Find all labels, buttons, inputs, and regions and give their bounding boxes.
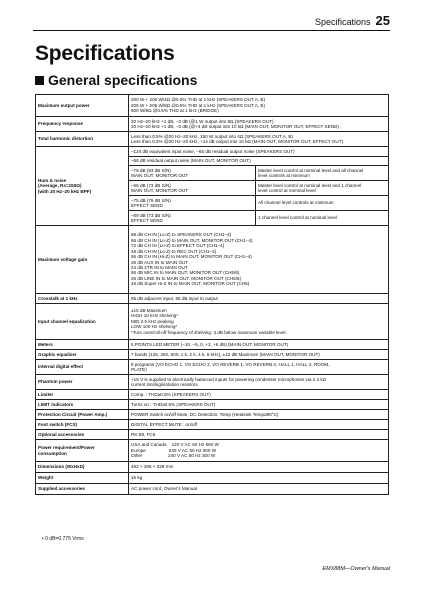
value-line: current limiting/isolation resistors — [131, 382, 198, 387]
row-graphic-eq — [36, 350, 389, 360]
row-label — [36, 147, 129, 226]
row-dimensions — [36, 462, 389, 473]
row-value: 482 × 305 × 328 mm — [129, 462, 389, 473]
value-line: –69 dB (73 dB S/N) — [131, 212, 171, 218]
row-value — [129, 360, 389, 375]
value-line: Other 240 V AC 50 Hz 300 W — [131, 453, 216, 459]
row-value — [129, 226, 389, 294]
row-label: Meters — [36, 340, 129, 350]
value-line: 72 dB CH IN (Lo-Z) to EFFECT OUT (CH1–4) — [131, 243, 225, 249]
hum-right-cell: All channel level controls at minimum — [256, 196, 389, 211]
value-line: LOW 100 Hz shelving* — [131, 324, 178, 330]
value-line: MID 2.5 kHz peaking — [131, 318, 174, 324]
row-label: Maximum output power — [36, 95, 129, 117]
row-power-requirement — [36, 440, 389, 462]
value-line: level controls at minimum — [258, 173, 310, 178]
value-line: level control at nominal level — [258, 188, 316, 193]
row-value: 15 kg — [129, 473, 389, 484]
value-line: 20 Hz–20 kHz +1 dB, –3 dB (@+4 dB output into 10 kΩ (MAIN OUT, MONITOR OUT, EFFECT SEND) — [131, 124, 339, 129]
hum-left-cell — [129, 211, 256, 226]
row-label: Crosstalk at 1 kHz — [36, 294, 129, 304]
row-supplied-accessories — [36, 484, 389, 495]
row-label: Frequency response — [36, 117, 129, 132]
value-line: *Turn over/roll-off frequency of shelving: 3 dB below maximum variable level. — [131, 329, 287, 335]
row-label: Phantom power — [36, 375, 129, 390]
section-heading — [35, 72, 197, 88]
hum-left-cell — [129, 166, 256, 181]
row-label — [36, 440, 129, 462]
value-line: –69 dB (73 dB S/N) — [131, 182, 171, 188]
row-label: Weight — [36, 473, 129, 484]
row-label: Foot switch (FCS) — [36, 420, 129, 430]
row-label: Graphic equalizer — [36, 350, 129, 360]
label-line: (Average, Rs=150Ω) — [38, 183, 82, 189]
value-line: Europe 230 V AC 50 Hz 300 W — [131, 447, 217, 453]
row-label: Limiter — [36, 390, 129, 400]
value-line: 20 Hz–20 kHz +1 dB, –3 dB (@1 W output into 8Ω (SPEAKERS OUT) — [131, 118, 274, 124]
row-value — [129, 117, 389, 132]
value-line: Master level control at nominal level and all channel — [258, 167, 364, 173]
row-value: 7 bands (125, 250, 500, 1 k, 2 k, 4 k, 8 kHz), ±12 dB Maximum (MAIN OUT, MONITOR OUT) — [129, 350, 389, 360]
label-line: Power requirement/Power — [38, 445, 95, 451]
row-meters — [36, 340, 389, 350]
page-number: 25 — [375, 13, 390, 28]
value-line: EFFECT SEND — [131, 203, 163, 208]
value-line: 88 dB CH IN (Lo-Z) to SPEAKERS OUT (CH1–4) — [131, 232, 232, 238]
value-line: PLATE) — [131, 367, 147, 372]
row-value: –88 dB residual output noise (MAIN OUT, MONITOR OUT) — [129, 157, 389, 166]
row-value: Comp. : THD≥0.5% (SPEAKERS OUT) — [129, 390, 389, 400]
footnote: • 0 dB=0.775 Vrms — [42, 536, 84, 542]
row-value: 5 POINTS LED METER (–10, –5, 0, +3, +6 dB) (MAIN OUT, MONITOR OUT) — [129, 340, 389, 350]
row-optional-accessories — [36, 430, 389, 440]
value-line: 56 dB CH IN (Hi-Z) to MAIN OUT, MONITOR OUT (CH1–4) — [131, 254, 252, 260]
square-bullet-icon — [35, 76, 44, 85]
page-title: Specifications — [35, 42, 175, 65]
value-line: USA and Canada 120 V AC 60 Hz 560 W — [131, 442, 219, 448]
row-crosstalk — [36, 294, 389, 304]
row-label: Dimensions (WxHxD) — [36, 462, 129, 473]
hum-right-cell — [256, 181, 389, 196]
row-digital-effect — [36, 360, 389, 375]
header-section: Specifications — [315, 17, 371, 27]
row-limit-indicators — [36, 400, 389, 410]
row-label: Total harmonic distortion — [36, 132, 129, 147]
value-line: HIGH 10 kHz shelving* — [131, 313, 178, 319]
section-heading-text: General specifications — [48, 72, 198, 88]
hum-right-cell: 1 channel level control at nominal level — [256, 211, 389, 226]
row-protection-circuit — [36, 410, 389, 420]
label-line: consumption — [38, 450, 67, 456]
row-value: POWER Switch on/off Mute, DC Detection, Temp (Heatsink Temp≥90°C) — [129, 410, 389, 420]
row-hum-noise — [36, 147, 389, 157]
value-line: –79 dB (83 dB S/N) — [131, 167, 171, 173]
value-line: 24 dB 2TR IN to MAIN OUT — [131, 264, 188, 270]
spec-table — [35, 94, 389, 495]
row-value: AC power cord, Owner's Manual — [129, 484, 389, 495]
header-rule — [33, 30, 390, 31]
value-line: +15 V is supplied to electrically balanced inputs for powering condenser microphones via 2.4 kΩ — [131, 376, 327, 382]
row-label: Internal digital effect — [36, 360, 129, 375]
row-foot-switch — [36, 420, 389, 430]
value-line: Less than 0.5% @20 Hz–20 kHz, 150 W output into 4Ω (SPEAKERS OUT A, B) — [131, 133, 293, 139]
row-value: Turns on : THD≥0.5% (SPEAKERS OUT) — [129, 400, 389, 410]
label-line: Hum & noise — [38, 177, 67, 183]
row-value — [129, 132, 389, 147]
value-line: Master level control at nominal level and 1 channel — [258, 182, 362, 188]
value-line: EFFECT SEND — [131, 218, 163, 223]
label-line: (with 20 Hz–20 kHz BPF) — [38, 188, 92, 194]
row-label: Maximum voltage gain — [36, 226, 129, 294]
value-line: –75 dB (79 dB S/N) — [131, 197, 171, 203]
value-line: 66 dB MIC IN to MAIN OUT, MONITOR OUT (CH5/6) — [131, 270, 240, 276]
row-label: Protection Circuit (Power Amp.) — [36, 410, 129, 420]
value-line: ±15 dB Maximum — [131, 307, 167, 313]
row-frequency-response — [36, 117, 389, 132]
row-label: LIMIT indicators — [36, 400, 129, 410]
row-value — [129, 95, 389, 117]
row-value — [129, 304, 389, 340]
value-line: 26 dB LINE IN to MAIN OUT, MONITOR OUT (CH5/6) — [131, 275, 242, 281]
row-value — [129, 440, 389, 462]
hum-right-cell — [256, 166, 389, 181]
value-line: MAIN OUT, MONITOR OUT — [131, 188, 189, 193]
value-line: Less than 0.3% @20 Hz–20 kHz, +14 dB output into 10 kΩ (MAIN OUT, MONITOR OUT, EFFECT OUT) — [131, 139, 344, 144]
row-phantom-power — [36, 375, 389, 390]
row-label: Input channel equalization — [36, 304, 129, 340]
row-weight — [36, 473, 389, 484]
row-input-eq — [36, 304, 389, 340]
row-value — [129, 375, 389, 390]
row-value: –124 dB equivalent input noise, –65 dB residual output noise (SPEAKERS OUT) — [129, 147, 389, 157]
value-line: 8 programs (VO ECHO 1, VO ECHO 2, VO REVERB 1, VO REVERB 2, HALL 1, HALL 2, ROOM, — [131, 361, 330, 367]
value-line: 48 dB CH IN (Lo-Z) to REC OUT (CH1–4) — [131, 248, 217, 254]
row-max-output — [36, 95, 389, 117]
row-value: 65 dB adjacent input, 65 dB input to output — [129, 294, 389, 304]
row-voltage-gain — [36, 226, 389, 294]
row-value: RK-88, FC5 — [129, 430, 389, 440]
row-value: DIGITAL EFFECT MUTE : on/off — [129, 420, 389, 430]
page-header — [315, 13, 390, 28]
value-line: 200 W + 200 W/4Ω @0.5% THD at 1 kHz (SPEAKERS OUT A, B) — [131, 97, 266, 103]
value-line: MAIN OUT, MONITOR OUT — [131, 173, 189, 178]
row-limiter — [36, 390, 389, 400]
row-thd — [36, 132, 389, 147]
value-line: 66 dB CH IN (Lo-Z) to MAIN OUT, MONITOR OUT (CH1–4) — [131, 237, 253, 243]
value-line: 600 W/8Ω @0.5% THD at 1 kHz (BRIDGE) — [131, 108, 219, 114]
hum-left-cell — [129, 196, 256, 211]
value-line: 46 dB Super Hi-Z IN to MAIN OUT, MONITOR OUT (CH6) — [131, 281, 250, 287]
value-line: 26 dB AUX IN to MAIN OUT — [131, 259, 189, 265]
value-line: 205 W + 205 W/8Ω @0.5% THD at 1 kHz (SPEAKERS OUT A, B) — [131, 102, 266, 108]
page-footer: EMX88M—Owner's Manual — [322, 566, 390, 572]
hum-left-cell — [129, 181, 256, 196]
row-label: Optional accessories — [36, 430, 129, 440]
row-label: Supplied accessories — [36, 484, 129, 495]
